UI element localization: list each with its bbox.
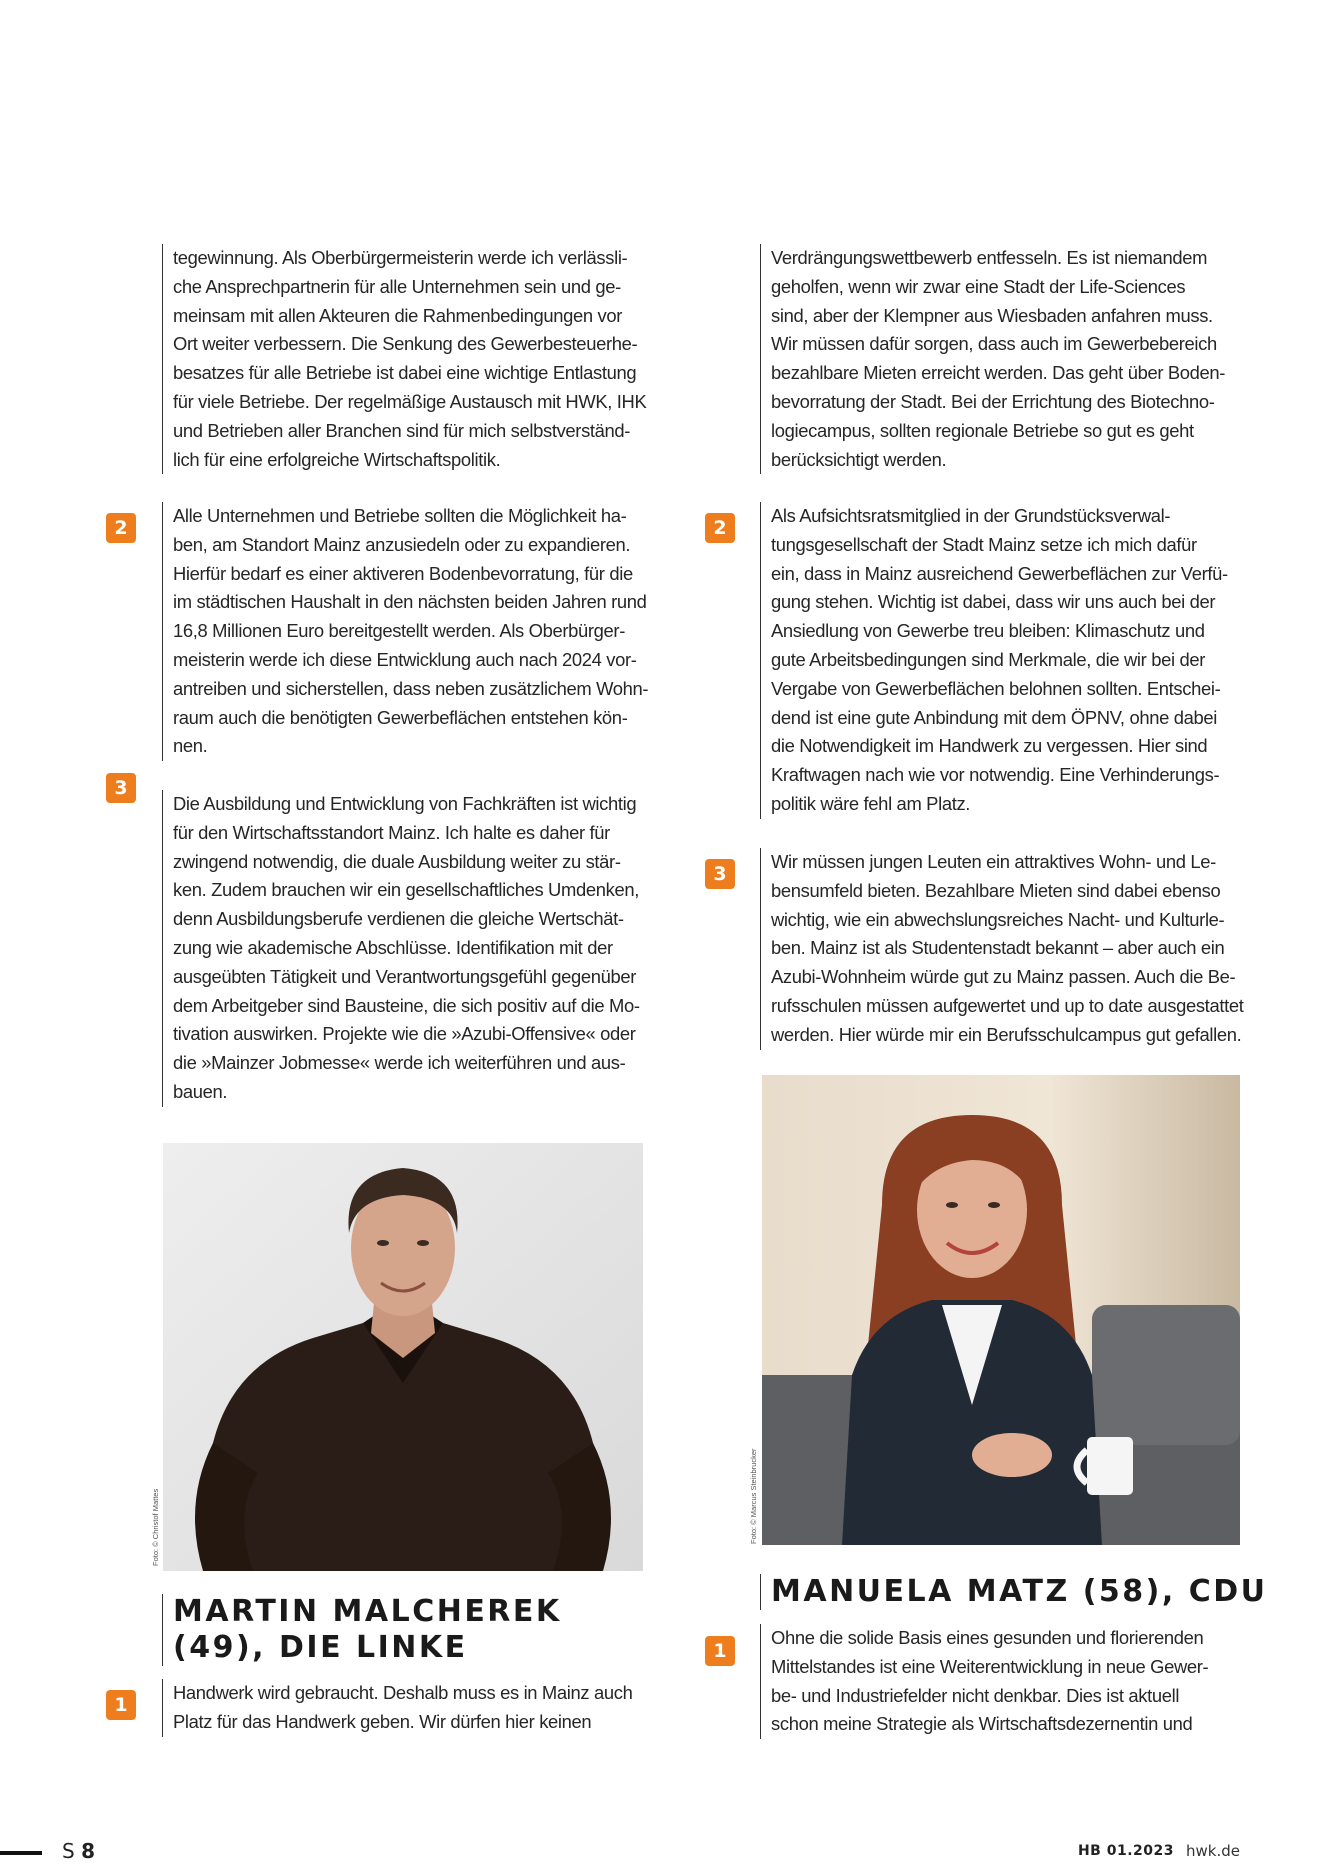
photo-credit-right: Foto: © Marcus Steinbrucker xyxy=(749,1448,758,1544)
question-badge-2-left: 2 xyxy=(106,513,136,543)
question-badge-3-right: 3 xyxy=(705,859,735,889)
candidate-photo-matz xyxy=(762,1075,1240,1545)
right-answer-3: Wir müssen jungen Leuten ein attraktives Wohn- und Le- bensumfeld bieten. Bezahlbare Mieten sind dabei ebenso wichtig, wie ein abwechslungsreiches Nacht- und Kulturle- ben. Mainz ist als Studentenstadt bekannt – aber auch ein Azubi-Wohnheim würde gut zu Mainz passen. Auch die Be- rufsschulen müssen aufgewertet und up to date ausgestattet werden. Hier würde mir ein Berufsschulcampus gut gefallen. xyxy=(760,848,1252,1050)
candidate-name-matz: MANUELA MATZ (58), CDU xyxy=(760,1574,1250,1610)
issue-label: HB 01.2023 xyxy=(1077,1843,1174,1859)
page-number xyxy=(62,1839,95,1863)
candidate-photo-malcherek xyxy=(163,1143,643,1571)
footer-rule xyxy=(0,1851,42,1855)
right-answer-1: Ohne die solide Basis eines gesunden und florierenden Mittelstandes ist eine Weiterentwicklung in neue Gewer- be- und Industriefelder nicht denkbar. Dies ist aktuell schon meine Strategie als Wirtschaftsdezernentin und xyxy=(760,1624,1252,1739)
left-answer-1: Handwerk wird gebraucht. Deshalb muss es in Mainz auch Platz für das Handwerk geben. Wir dürfen hier keinen xyxy=(162,1679,654,1737)
question-badge-3-left: 3 xyxy=(106,773,136,803)
left-answer-2: Alle Unternehmen und Betriebe sollten die Möglichkeit ha- ben, am Standort Mainz anzusiedeln oder zu expandieren. Hierfür bedarf es einer aktiveren Bodenbevorratung, für die im städtischen Haushalt in den nächsten beiden Jahren rund 16,8 Millionen Euro bereitgestellt werden. Als Oberbürger- meisterin werde ich diese Entwicklung auch nach 2024 vor- antreiben und sicherstellen, dass neben zusätzlichem Wohn- raum auch die benötigten Gewerbeflächen entstehen kön- nen. xyxy=(162,502,654,761)
right-answer-2: Als Aufsichtsratsmitglied in der Grundstücksverwal- tungsgesellschaft der Stadt Mainz setze ich mich dafür ein, dass in Mainz ausreichend Gewerbeflächen zur Verfü- gung stehen. Wichtig ist dabei, dass wir uns auch bei der Ansiedlung von Gewerbe treu bleiben: Klimaschutz und gute Arbeitsbedingungen sind Merkmale, die wir bei der Vergabe von Gewerbeflächen belohnen sollten. Entschei- dend ist eine gute Anbindung mit dem ÖPNV, ohne dabei die Notwendigkeit im Handwerk zu vergessen. Hier sind Kraftwagen nach wie vor notwendig. Eine Verhinderungs- politik wäre fehl am Platz. xyxy=(760,502,1252,819)
left-answer-3: Die Ausbildung und Entwicklung von Fachkräften ist wichtig für den Wirtschaftsstandort Mainz. Ich halte es daher für zwingend notwendig, die duale Ausbildung weiter zu stär- ken. Zudem brauchen wir ein gesellschaftliches Umdenken, denn Ausbildungsberufe verdienen die gleiche Wertschät- zung wie akademische Abschlüsse. Identifikation mit der ausgeübten Tätigkeit und Verantwortungsgefühl gegenüber dem Arbeitgeber sind Bausteine, die sich positiv auf die Mo- tivation auswirken. Projekte wie die »Azubi-Offensive« oder die »Mainzer Jobmesse« werde ich weiterführen und aus- bauen. xyxy=(162,790,654,1107)
question-badge-2-right: 2 xyxy=(705,513,735,543)
page-number-value: 8 xyxy=(81,1839,95,1863)
photo-credit-left: Foto: © Christof Mattes xyxy=(151,1488,160,1566)
site-link[interactable]: hwk.de xyxy=(1186,1842,1240,1860)
question-badge-1-left: 1 xyxy=(106,1690,136,1720)
question-badge-1-right: 1 xyxy=(705,1636,735,1666)
candidate-name-malcherek: MARTIN MALCHEREK (49), DIE LINKE xyxy=(162,1594,632,1666)
right-paragraph-continued: Verdrängungswettbewerb entfesseln. Es ist niemandem geholfen, wenn wir zwar eine Stadt der Life-Sciences sind, aber der Klempner aus Wiesbaden anfahren muss. Wir müssen dafür sorgen, dass auch im Gewerbebereich bezahlbare Mieten erreicht werden. Das geht über Boden- bevorratung der Stadt. Bei der Errichtung des Biotechno- logiecampus, sollten regionale Betriebe so gut es geht berücksichtigt werden. xyxy=(760,244,1252,474)
left-paragraph-continued: tegewinnung. Als Oberbürgermeisterin werde ich verlässli- che Ansprechpartnerin für alle Unternehmen sein und ge- meinsam mit allen Akteuren die Rahmenbedingungen vor Ort weiter verbessern. Die Senkung des Gewerbesteuerhe- besatzes für alle Betriebe ist dabei eine wichtige Entlastung für viele Betriebe. Der regelmäßige Austausch mit HWK, IHK und Betrieben aller Branchen sind für mich selbstverständ- lich für eine erfolgreiche Wirtschaftspolitik. xyxy=(162,244,654,474)
page-prefix: S xyxy=(62,1839,75,1863)
